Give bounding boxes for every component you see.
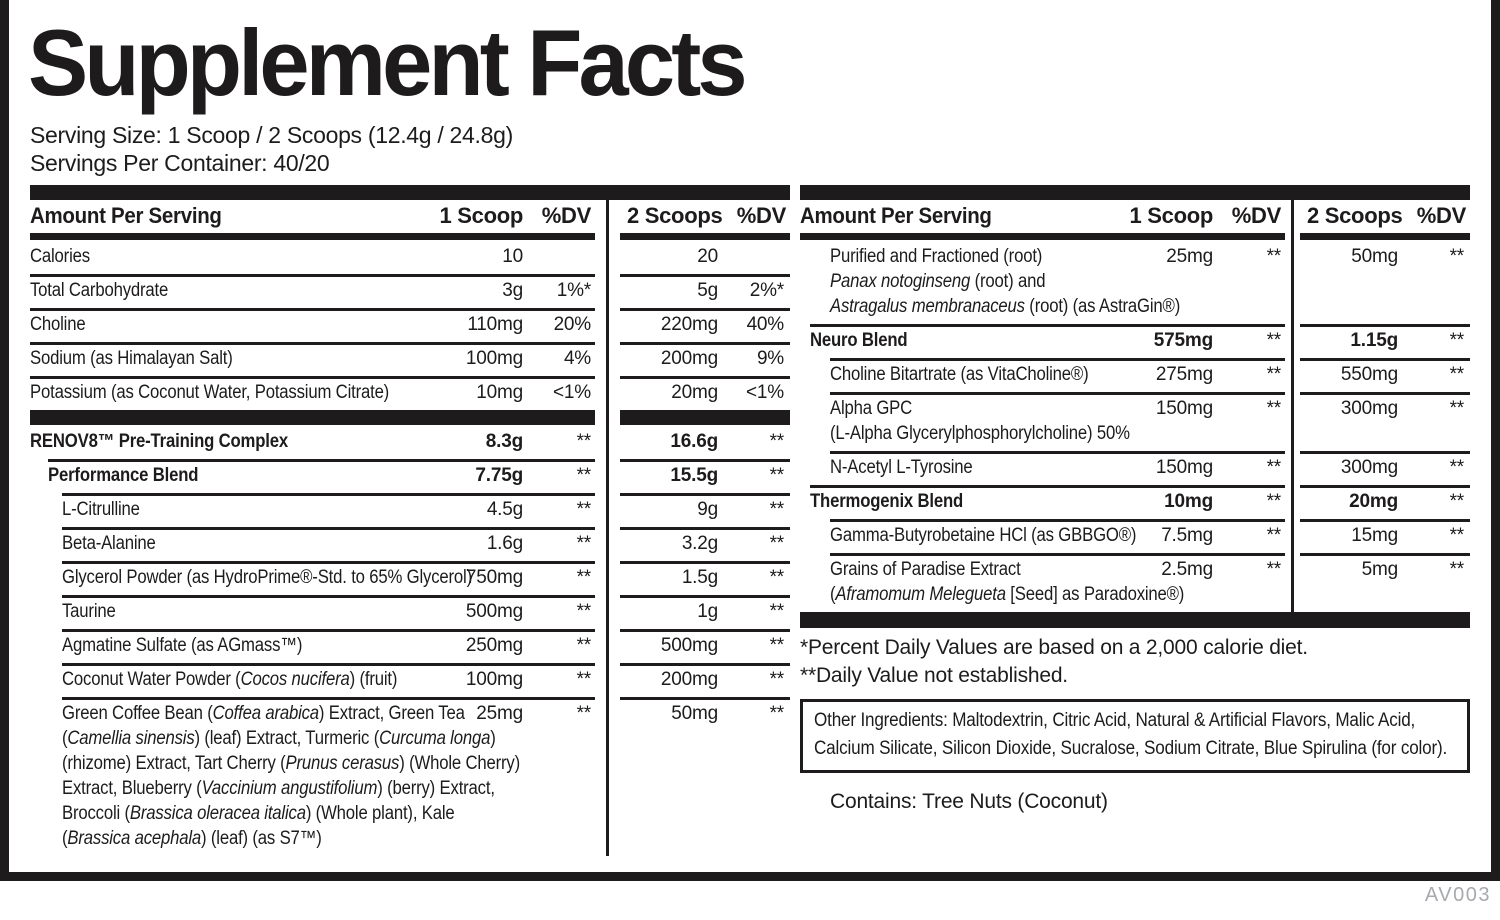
ingredient-row <box>30 308 595 342</box>
amount-2-scoops: 9g <box>697 499 718 520</box>
ingredient-text: ) (leaf) (as S7™) <box>201 828 322 849</box>
amount-2-scoops: 50mg <box>671 703 718 724</box>
amount-1-scoop: 1.6g <box>486 533 523 554</box>
ingredient-text: L-Citrulline <box>62 499 140 520</box>
dv-1-scoop: ** <box>576 601 591 622</box>
ingredient-row <box>800 451 1285 485</box>
ingredient-row <box>800 240 1285 324</box>
ingredient-text: (L-Alpha Glycerylphosphorylcholine) 50% <box>830 423 1130 444</box>
ingredient-text: Sodium (as Himalayan Salt) <box>30 348 233 369</box>
ingredient-text: ) (berry) Extract, <box>377 778 495 799</box>
amount-2-scoops: 5g <box>697 280 718 301</box>
ingredient-text: ( <box>830 584 836 605</box>
ingredient-text: ) (Whole plant), Kale <box>305 803 455 824</box>
amount-2-scoops: 300mg <box>1340 457 1398 478</box>
ingredient-row-2scoops <box>620 342 790 376</box>
ingredient-text: (rhizome) Extract, Tart Cherry ( <box>62 753 286 774</box>
ingredient-text: Agmatine Sulfate (as AGmass™) <box>62 635 303 656</box>
dv-1-scoop: ** <box>576 703 591 724</box>
servings-per-container-text: Servings Per Container: 40/20 <box>30 150 330 176</box>
amount-1-scoop: 100mg <box>465 348 523 369</box>
ingredient-text: N-Acetyl L-Tyrosine <box>830 457 973 478</box>
other-ingredients-box <box>800 699 1470 773</box>
ingredient-row <box>800 553 1285 612</box>
dv-2-scoops: ** <box>1449 525 1464 546</box>
ingredient-row <box>30 663 595 697</box>
ingredient-row <box>30 240 595 274</box>
footnote-dv-not-established: **Daily Value not established. <box>800 664 1068 687</box>
footnotes <box>800 634 1470 690</box>
ingredient-name <box>62 633 531 658</box>
ingredient-text: ) (leaf) Extract, Turmeric ( <box>194 728 380 749</box>
dv-2-scoops: ** <box>769 669 784 690</box>
amount-1-scoop: 25mg <box>476 703 523 724</box>
dv-2-scoops: <1% <box>746 382 784 403</box>
table-header-left <box>30 200 595 240</box>
dv-1-scoop: ** <box>576 533 591 554</box>
amount-1-scoop: 25mg <box>1166 246 1213 267</box>
header-1-scoop: 1 Scoop <box>439 203 523 228</box>
ingredient-text: ) <box>490 728 496 749</box>
ingredient-row-2scoops <box>1300 485 1470 519</box>
ingredient-name <box>62 531 531 556</box>
ingredient-text: Neuro Blend <box>810 330 908 351</box>
dv-1-scoop: ** <box>1266 525 1281 546</box>
other-ingredients-line: Calcium Silicate, Silicon Dioxide, Sucralose, Sodium Citrate, Blue Spirulina (for color). <box>814 738 1448 759</box>
species-name-italic: Vaccinium angustifolium <box>201 778 378 799</box>
ingredient-text: ) (fruit) <box>349 669 398 690</box>
ingredient-text: Potassium (as Coconut Water, Potassium Citrate) <box>30 382 390 403</box>
dv-1-scoop: ** <box>1266 491 1281 512</box>
ingredient-row-2scoops <box>620 663 790 697</box>
species-name-italic: Cocos nucifera <box>240 669 350 690</box>
species-name-italic: Curcuma longa <box>379 728 491 749</box>
header-dv: %DV <box>736 203 786 228</box>
dv-1-scoop: <1% <box>553 382 591 403</box>
amount-2-scoops: 15mg <box>1351 525 1398 546</box>
ingredient-text: (root) and <box>970 271 1046 292</box>
amount-1-scoop: 575mg <box>1153 330 1213 351</box>
serving-size-text: Serving Size: 1 Scoop / 2 Scoops (12.4g / 24.8g) <box>30 122 513 148</box>
amount-1-scoop: 8.3g <box>485 431 523 452</box>
ingredient-text: ( <box>62 828 68 849</box>
species-name-italic: Aframomum Melegueta <box>835 584 1006 605</box>
amount-2-scoops: 20mg <box>671 382 718 403</box>
ingredient-row <box>30 629 595 663</box>
header-2-scoops: 2 Scoops <box>1307 203 1403 228</box>
ingredient-text: ) Extract, Green Tea <box>318 703 465 724</box>
amount-1-scoop: 150mg <box>1155 457 1213 478</box>
species-name-italic: Prunus cerasus <box>285 753 400 774</box>
amount-1-scoop: 10 <box>502 246 523 267</box>
column-divider-line <box>606 200 609 856</box>
amount-2-scoops: 200mg <box>660 669 718 690</box>
amount-1-scoop: 10mg <box>476 382 523 403</box>
amount-2-scoops: 3.2g <box>681 533 718 554</box>
ingredient-row-2scoops <box>1300 519 1470 553</box>
ingredient-row-2scoops <box>620 425 790 459</box>
dv-2-scoops: ** <box>1449 330 1464 351</box>
dv-2-scoops: 2%* <box>749 280 784 301</box>
dv-2-scoops: ** <box>1449 491 1464 512</box>
amount-2-scoops: 15.5g <box>670 465 718 486</box>
ingredient-row-2scoops <box>620 697 790 856</box>
header-2-scoops: 2 Scoops <box>627 203 723 228</box>
ingredient-row <box>30 595 595 629</box>
ingredient-row-2scoops <box>620 459 790 493</box>
ingredient-row-2scoops <box>620 308 790 342</box>
header-dv: %DV <box>1231 203 1281 228</box>
label-left-border <box>0 0 9 881</box>
header-dv: %DV <box>541 203 591 228</box>
ingredient-row <box>800 324 1285 358</box>
dv-1-scoop: ** <box>576 669 591 690</box>
page-title: Supplement Facts <box>28 10 744 115</box>
ingredient-text: (root) (as AstraGin®) <box>1024 296 1181 317</box>
amount-2-scoops: 220mg <box>660 314 718 335</box>
amount-1-scoop: 100mg <box>465 669 523 690</box>
footnote-daily-values: *Percent Daily Values are based on a 2,000 calorie diet. <box>800 636 1308 659</box>
ingredient-row-2scoops <box>620 527 790 561</box>
ingredient-name <box>62 701 531 851</box>
section-divider-bar <box>30 410 595 425</box>
amount-1-scoop: 250mg <box>465 635 523 656</box>
ingredient-row <box>30 697 595 856</box>
ingredient-row <box>30 376 595 410</box>
amount-1-scoop: 3g <box>502 280 523 301</box>
ingredient-row <box>800 519 1285 553</box>
ingredient-row-2scoops <box>620 595 790 629</box>
amount-2-scoops: 200mg <box>660 348 718 369</box>
ingredient-text: RENOV8™ Pre-Training Complex <box>30 431 289 452</box>
species-name-italic: Camellia sinensis <box>67 728 195 749</box>
ingredient-text: Extract, Blueberry ( <box>62 778 202 799</box>
ingredient-row-2scoops <box>1300 451 1470 485</box>
dv-1-scoop: ** <box>576 431 591 452</box>
ingredient-text: Glycerol Powder (as HydroPrime®-Std. to 65% Glycerol) <box>62 567 472 588</box>
ingredient-name <box>62 565 531 590</box>
ingredient-text: [Seed] as Paradoxine®) <box>1005 584 1185 605</box>
column-divider-line <box>1291 200 1294 612</box>
ingredient-name <box>48 463 529 488</box>
ingredient-text: Taurine <box>62 601 116 622</box>
ingredient-row <box>800 392 1285 451</box>
ingredient-text: Choline Bitartrate (as VitaCholine®) <box>830 364 1089 385</box>
ingredient-row-2scoops <box>620 629 790 663</box>
ingredient-row-2scoops <box>1300 240 1470 324</box>
ingredient-text: ( <box>62 728 68 749</box>
dv-2-scoops: ** <box>1449 398 1464 419</box>
dv-1-scoop: ** <box>576 499 591 520</box>
ingredient-name <box>30 380 527 405</box>
table-header-left-2scoops <box>620 200 790 240</box>
dv-2-scoops: ** <box>1449 559 1464 580</box>
label-code: AV003 <box>1424 884 1491 906</box>
ingredient-row-2scoops <box>620 493 790 527</box>
ingredient-name <box>30 244 527 269</box>
dv-2-scoops: ** <box>769 499 784 520</box>
ingredient-row <box>800 485 1285 519</box>
ingredient-row <box>30 493 595 527</box>
ingredient-text: ) (Whole Cherry) <box>399 753 520 774</box>
ingredient-row <box>30 459 595 493</box>
dv-2-scoops: ** <box>1449 457 1464 478</box>
dv-1-scoop: ** <box>1266 398 1281 419</box>
header-dv: %DV <box>1416 203 1466 228</box>
ingredient-name <box>62 667 531 692</box>
ingredient-row-2scoops <box>620 274 790 308</box>
species-name-italic: Brassica oleracea italica <box>129 803 306 824</box>
ingredient-name <box>62 599 531 624</box>
ingredient-row-2scoops <box>1300 553 1470 612</box>
dv-1-scoop: ** <box>576 465 591 486</box>
section-divider-bar <box>620 410 790 425</box>
amount-1-scoop: 10mg <box>1164 491 1213 512</box>
header-amount-per-serving: Amount Per Serving <box>30 203 222 228</box>
amount-1-scoop: 7.5mg <box>1161 525 1213 546</box>
dv-2-scoops: ** <box>769 703 784 724</box>
nutrition-table-left <box>30 185 790 856</box>
ingredient-text: Grains of Paradise Extract <box>830 559 1021 580</box>
ingredient-name <box>30 312 527 337</box>
ingredient-text: Purified and Fractioned (root) <box>830 246 1043 267</box>
amount-1-scoop: 110mg <box>467 314 523 335</box>
amount-2-scoops: 550mg <box>1340 364 1398 385</box>
dv-1-scoop: 20% <box>553 314 591 335</box>
dv-2-scoops: 40% <box>746 314 784 335</box>
label-right-border <box>1491 0 1500 881</box>
ingredient-row <box>30 425 595 459</box>
amount-1-scoop: 4.5g <box>486 499 523 520</box>
ingredient-name <box>30 429 527 454</box>
ingredient-text: Gamma-Butyrobetaine HCl (as GBBGO®) <box>830 525 1137 546</box>
dv-2-scoops: 9% <box>756 348 784 369</box>
other-ingredients-line: Other Ingredients: Maltodextrin, Citric Acid, Natural & Artificial Flavors, Malic Acid, <box>814 710 1416 731</box>
ingredient-name <box>30 346 527 371</box>
ingredient-text: Thermogenix Blend <box>810 491 964 512</box>
ingredient-text: Choline <box>30 314 86 335</box>
ingredient-row <box>30 561 595 595</box>
table-header-right <box>800 200 1285 240</box>
dv-2-scoops: ** <box>1449 246 1464 267</box>
dv-2-scoops: ** <box>1449 364 1464 385</box>
header-amount-per-serving: Amount Per Serving <box>800 203 992 228</box>
amount-2-scoops: 1g <box>697 601 718 622</box>
dv-2-scoops: ** <box>769 567 784 588</box>
amount-1-scoop: 7.75g <box>475 465 523 486</box>
dv-2-scoops: ** <box>769 431 784 452</box>
dv-1-scoop: ** <box>1266 457 1281 478</box>
dv-1-scoop: ** <box>576 635 591 656</box>
allergen-statement: Contains: Tree Nuts (Coconut) <box>830 790 1108 813</box>
amount-2-scoops: 500mg <box>660 635 718 656</box>
amount-2-scoops: 16.6g <box>670 431 718 452</box>
dv-1-scoop: 1%* <box>556 280 591 301</box>
dv-1-scoop: ** <box>1266 330 1281 351</box>
amount-2-scoops: 50mg <box>1351 246 1398 267</box>
ingredient-text: Performance Blend <box>48 465 199 486</box>
amount-2-scoops: 300mg <box>1340 398 1398 419</box>
ingredient-row-2scoops <box>1300 392 1470 451</box>
table-top-bar <box>30 185 790 200</box>
species-name-italic: Panax notoginseng <box>830 271 971 292</box>
dv-1-scoop: ** <box>1266 559 1281 580</box>
species-name-italic: Coffea arabica <box>212 703 319 724</box>
dv-1-scoop: ** <box>1266 246 1281 267</box>
ingredient-text: Beta-Alanine <box>62 533 156 554</box>
dv-1-scoop: 4% <box>563 348 591 369</box>
amount-2-scoops: 5mg <box>1361 559 1398 580</box>
ingredient-name <box>30 278 527 303</box>
ingredient-name <box>62 497 531 522</box>
ingredient-row-2scoops <box>1300 358 1470 392</box>
ingredient-text: Broccoli ( <box>62 803 130 824</box>
amount-1-scoop: 500mg <box>465 601 523 622</box>
nutrition-table-right <box>800 185 1470 628</box>
ingredient-row-2scoops <box>620 240 790 274</box>
section-divider-bar <box>800 612 1470 628</box>
dv-2-scoops: ** <box>769 465 784 486</box>
dv-1-scoop: ** <box>1266 364 1281 385</box>
species-name-italic: Brassica acephala <box>67 828 202 849</box>
ingredient-row <box>30 342 595 376</box>
ingredient-row <box>800 358 1285 392</box>
amount-1-scoop: 275mg <box>1155 364 1213 385</box>
ingredient-text: Calories <box>30 246 90 267</box>
amount-1-scoop: 2.5mg <box>1161 559 1213 580</box>
ingredient-text: Green Coffee Bean ( <box>62 703 213 724</box>
dv-1-scoop: ** <box>576 567 591 588</box>
ingredient-text: Total Carbohydrate <box>30 280 169 301</box>
dv-2-scoops: ** <box>769 533 784 554</box>
ingredient-row-2scoops <box>1300 324 1470 358</box>
ingredient-row-2scoops <box>620 561 790 595</box>
right-column <box>800 185 1470 814</box>
ingredient-row <box>30 274 595 308</box>
amount-1-scoop: 750mg <box>465 567 523 588</box>
dv-2-scoops: ** <box>769 635 784 656</box>
amount-2-scoops: 20mg <box>1349 491 1398 512</box>
label-bottom-border <box>0 872 1500 881</box>
ingredient-row <box>30 527 595 561</box>
table-header-right-2scoops <box>1300 200 1470 240</box>
species-name-italic: Astragalus membranaceus <box>830 296 1025 317</box>
amount-2-scoops: 20 <box>697 246 718 267</box>
amount-2-scoops: 1.15g <box>1350 330 1398 351</box>
table-top-bar <box>800 185 1470 200</box>
header-1-scoop: 1 Scoop <box>1129 203 1213 228</box>
ingredient-text: Alpha GPC <box>830 398 913 419</box>
amount-2-scoops: 1.5g <box>681 567 718 588</box>
ingredient-text: Coconut Water Powder ( <box>62 669 241 690</box>
ingredient-row-2scoops <box>620 376 790 410</box>
amount-1-scoop: 150mg <box>1155 398 1213 419</box>
dv-2-scoops: ** <box>769 601 784 622</box>
